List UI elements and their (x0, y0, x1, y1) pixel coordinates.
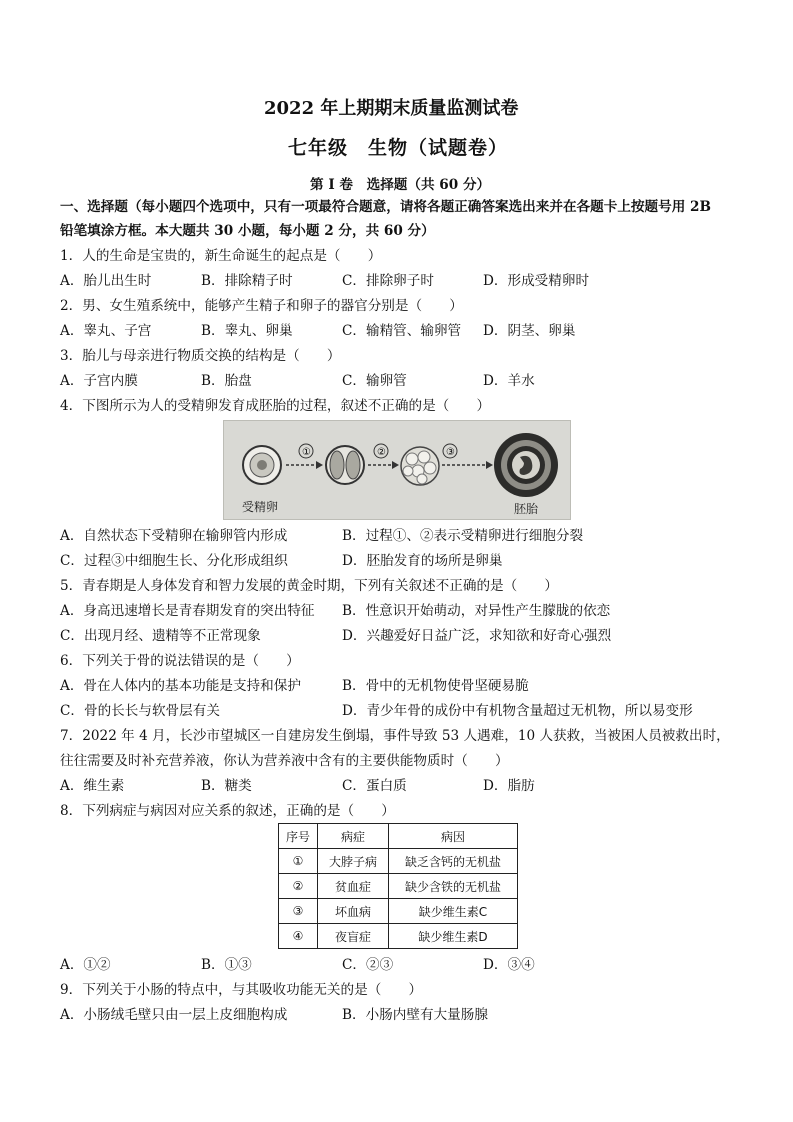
exam-subtitle: 七年级 生物（试题卷） (288, 137, 509, 159)
question-3-option-a: A．子宫内膜 (60, 373, 138, 389)
figure-label-embryo: 胚胎 (514, 502, 539, 516)
question-6-option-a: A．骨在人体内的基本功能是支持和保护 (60, 678, 301, 694)
question-8-option-c: C．②③ (342, 957, 394, 973)
embryo-development-diagram (224, 421, 570, 519)
question-2-option-d: D．阴茎、卵巢 (483, 323, 576, 339)
question-3-stem: 3．胎儿与母亲进行物质交换的结构是（ ） (60, 348, 341, 364)
question-4-option-a: A．自然状态下受精卵在输卵管内形成 (60, 528, 288, 544)
question-8-option-d: D．③④ (483, 957, 535, 973)
question-2-option-a: A．睾丸、子宫 (60, 323, 152, 339)
question-1-option-d: D．形成受精卵时 (483, 273, 590, 289)
question-4-option-b: B．过程①、②表示受精卵进行细胞分裂 (342, 528, 584, 544)
section-instructions-line2: 铅笔填涂方框。本大题共 30 小题，每小题 2 分，共 60 分） (60, 223, 435, 239)
table-cell: ② (279, 874, 318, 899)
figure-label-fertilized-egg: 受精卵 (242, 500, 279, 514)
question-7-stem-line2: 往往需要及时补充营养液，你认为营养液中含有的主要供能物质时（ ） (60, 753, 509, 769)
table-row (279, 924, 518, 949)
question-7-stem-line1: 7．2022 年 4 月，长沙市望城区一自建房发生倒塌，事件导致 53 人遇难，10 人获救，当被困人员被救出时， (60, 728, 730, 744)
table-row (279, 849, 518, 874)
morula-shape (401, 447, 439, 485)
table-cell: 坏血病 (318, 899, 389, 924)
question-4-stem: 4．下图所示为人的受精卵发育成胚胎的过程，叙述不正确的是（ ） (60, 398, 491, 414)
table-cell: 夜盲症 (318, 924, 389, 949)
question-1-stem: 1．人的生命是宝贵的，新生命诞生的起点是（ ） (60, 248, 382, 264)
question-1-option-b: B．排除精子时 (201, 273, 293, 289)
question-3-option-d: D．羊水 (483, 373, 535, 389)
question-6-stem: 6．下列关于骨的说法错误的是（ ） (60, 653, 300, 669)
question-1-option-a: A．胎儿出生时 (60, 273, 152, 289)
question-3-option-b: B．胎盘 (201, 373, 252, 389)
table-header-disease: 病症 (318, 824, 389, 849)
question-8-stem: 8．下列病症与病因对应关系的叙述，正确的是（ ） (60, 803, 395, 819)
question-9-option-b: B．小肠内壁有大量肠腺 (342, 1007, 488, 1023)
question-6-option-c: C．骨的长长与软骨层有关 (60, 703, 220, 719)
disease-cause-table (278, 823, 518, 949)
question-6-option-d: D．青少年骨的成份中有机物含量超过无机物，所以易变形 (342, 703, 693, 719)
question-4-option-c: C．过程③中细胞生长、分化形成组织 (60, 553, 288, 569)
question-8-option-b: B．①③ (201, 957, 252, 973)
embryo-shape (494, 433, 558, 497)
question-8-option-a: A．①② (60, 957, 111, 973)
figure-step-1: ① (302, 447, 311, 458)
figure-step-2: ② (377, 447, 386, 458)
figure-step-3: ③ (446, 447, 455, 458)
table-cell: 缺少含铁的无机盐 (389, 874, 518, 899)
table-cell: 缺少维生素D (389, 924, 518, 949)
question-9-option-a: A．小肠绒毛壁只由一层上皮细胞构成 (60, 1007, 288, 1023)
table-cell: 大脖子病 (318, 849, 389, 874)
question-6-option-b: B．骨中的无机物使骨坚硬易脆 (342, 678, 529, 694)
question-2-option-c: C．输精管、输卵管 (342, 323, 462, 339)
table-header-row (279, 824, 518, 849)
table-row (279, 899, 518, 924)
table-cell: 缺少维生素C (389, 899, 518, 924)
question-2-stem: 2．男、女生殖系统中，能够产生精子和卵子的器官分别是（ ） (60, 298, 463, 314)
table-row (279, 874, 518, 899)
embryo-development-figure (223, 420, 571, 520)
question-5-stem: 5．青春期是人身体发育和智力发展的黄金时期，下列有关叙述不正确的是（ ） (60, 578, 559, 594)
question-5-option-a: A．身高迅速增长是青春期发育的突出特征 (60, 603, 315, 619)
question-5-option-d: D．兴趣爱好日益广泛，求知欲和好奇心强烈 (342, 628, 612, 644)
question-7-option-b: B．糖类 (201, 778, 252, 794)
question-7-option-a: A．维生素 (60, 778, 125, 794)
table-cell: ④ (279, 924, 318, 949)
question-5-option-b: B．性意识开始萌动，对异性产生朦胧的依恋 (342, 603, 611, 619)
table-cell: 贫血症 (318, 874, 389, 899)
table-header-number: 序号 (279, 824, 318, 849)
question-7-option-d: D．脂肪 (483, 778, 535, 794)
table-cell: 缺乏含钙的无机盐 (389, 849, 518, 874)
section-instructions-line1: 一、选择题（每小题四个选项中，只有一项最符合题意，请将各题正确答案选出来并在各题卡上按题号用 2B (60, 199, 711, 215)
question-1-option-c: C．排除卵子时 (342, 273, 434, 289)
table-cell: ③ (279, 899, 318, 924)
table-header-cause: 病因 (389, 824, 518, 849)
question-5-option-c: C．出现月经、遗精等不正常现象 (60, 628, 261, 644)
part-heading: 第 I 卷 选择题（共 60 分） (310, 177, 491, 193)
question-3-option-c: C．输卵管 (342, 373, 407, 389)
exam-title: 2022 年上期期末质量监测试卷 (264, 98, 519, 119)
question-4-option-d: D．胚胎发育的场所是卵巢 (342, 553, 503, 569)
question-9-stem: 9．下列关于小肠的特点中，与其吸收功能无关的是（ ） (60, 982, 423, 998)
question-2-option-b: B．睾丸、卵巢 (201, 323, 293, 339)
question-7-option-c: C．蛋白质 (342, 778, 407, 794)
table-cell: ① (279, 849, 318, 874)
